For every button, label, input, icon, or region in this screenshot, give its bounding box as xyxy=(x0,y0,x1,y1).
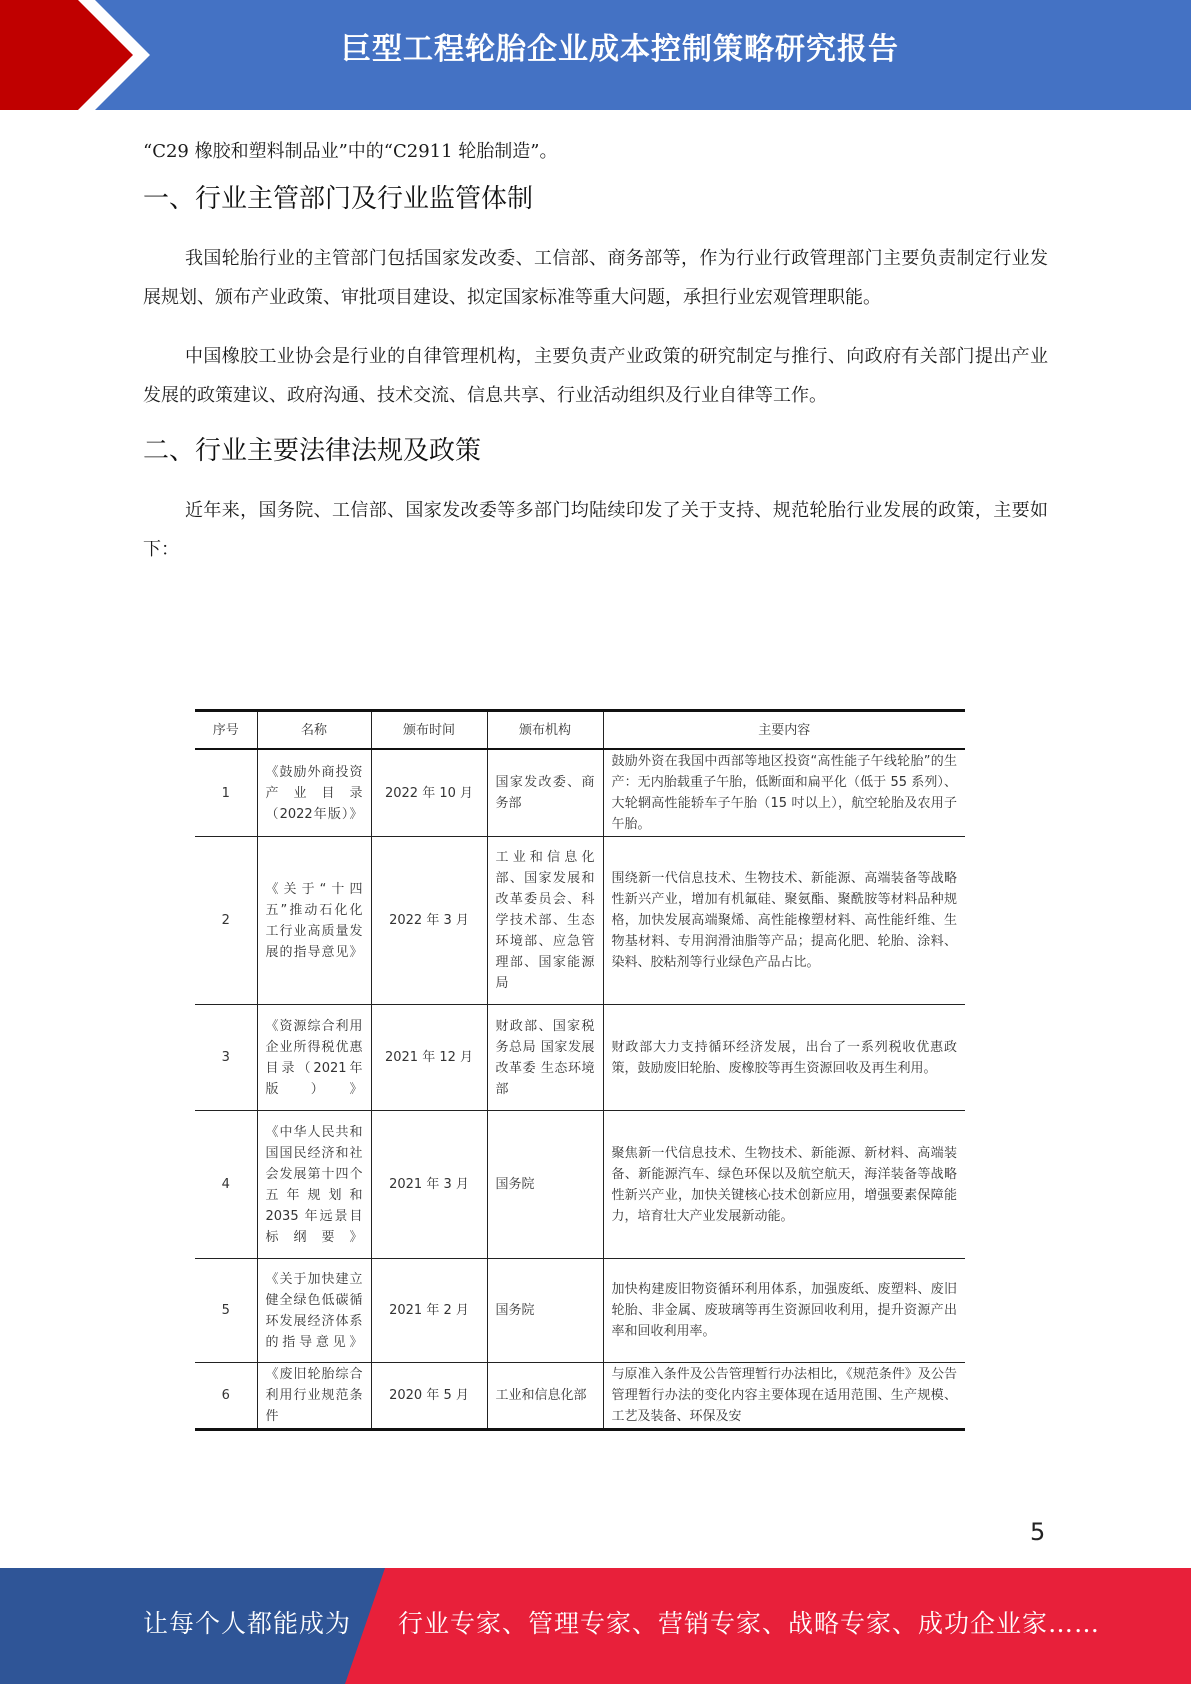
intro-line: “C29 橡胶和塑料制品业”中的“C2911 轮胎制造”。 xyxy=(143,141,558,162)
cell-content: 聚焦新一代信息技术、生物技术、新能源、新材料、高端装备、新能源汽车、绿色环保以及航空航天，海洋装备等战略性新兴产业，加快关键核心技术创新应用，增强要素保障能力，培育壮大产业发展新动能。 xyxy=(603,1111,965,1259)
cell-date: 2021 年 3 月 xyxy=(371,1111,487,1259)
cell-content: 围绕新一代信息技术、生物技术、新能源、高端装备等战略性新兴产业，增加有机氟硅、聚氨酯、聚酰胺等材料品种规格，加快发展高端聚烯、高性能橡塑材料、高性能纤维、生物基材料、专用润滑油脂等产品；提高化肥、轮胎、涂料、染料、胶粘剂等行业绿色产品占比。 xyxy=(603,837,965,1005)
cell-date: 2022 年 10 月 xyxy=(371,749,487,837)
cell-name: 《中华人民共和国国民经济和社会发展第十四个五年规划和2035 年远景目标纲要》 xyxy=(257,1111,371,1259)
page-header xyxy=(0,0,1191,110)
cell-date: 2021 年 2 月 xyxy=(371,1259,487,1363)
table-row xyxy=(195,1363,965,1430)
page-footer xyxy=(0,1568,1191,1684)
cell-name: 《废旧轮胎综合利用行业规范条件 xyxy=(257,1363,371,1430)
cell-content: 加快构建废旧物资循环利用体系，加强废纸、废塑料、废旧轮胎、非金属、废玻璃等再生资源回收利用，提升资源产出率和回收利用率。 xyxy=(603,1259,965,1363)
section-heading-2: 二、行业主要法律法规及政策 xyxy=(143,436,482,466)
cell-name: 《关于“十四五”推动石化化工行业高质量发展的指导意见》 xyxy=(257,837,371,1005)
cell-no: 5 xyxy=(195,1259,257,1363)
table-row xyxy=(195,749,965,837)
cell-date: 2022 年 3 月 xyxy=(371,837,487,1005)
cell-no: 2 xyxy=(195,837,257,1005)
col-header-org: 颁布机构 xyxy=(487,711,603,750)
cell-content: 与原准入条件及公告管理暂行办法相比，《规范条件》及公告管理暂行办法的变化内容主要体现在适用范围、生产规模、工艺及装备、环保及安 xyxy=(603,1363,965,1430)
table-row xyxy=(195,1005,965,1111)
cell-content: 鼓励外资在我国中西部等地区投资“高性能子午线轮胎”的生产：无内胎载重子午胎，低断面和扁平化（低于 55 系列）、大轮辋高性能轿车子午胎（15 吋以上），航空轮胎及农用子午胎。 xyxy=(603,749,965,837)
cell-date: 2020 年 5 月 xyxy=(371,1363,487,1430)
col-header-date: 颁布时间 xyxy=(371,711,487,750)
main-content xyxy=(143,132,1048,569)
report-title: 巨型工程轮胎企业成本控制策略研究报告 xyxy=(341,32,899,67)
section-heading-1: 一、行业主管部门及行业监管体制 xyxy=(143,184,534,214)
cell-org: 国家发改委、商务部 xyxy=(487,749,603,837)
section2-paragraph-1: 近年来，国务院、工信部、国家发改委等多部门均陆续印发了关于支持、规范轮胎行业发展的政策，主要如下： xyxy=(143,500,1048,560)
cell-name: 《鼓励外商投资产业目录（2022年版）》 xyxy=(257,749,371,837)
cell-date: 2021 年 12 月 xyxy=(371,1005,487,1111)
cell-no: 3 xyxy=(195,1005,257,1111)
cell-org: 工业和信息化部 xyxy=(487,1363,603,1430)
cell-org: 工业和信息化部、国家发展和改革委员会、科学技术部、生态环境部、应急管理部、国家能源局 xyxy=(487,837,603,1005)
col-header-no: 序号 xyxy=(195,711,257,750)
cell-content: 财政部大力支持循环经济发展，出台了一系列税收优惠政策，鼓励废旧轮胎、废橡胶等再生资源回收及再生利用。 xyxy=(603,1005,965,1111)
cell-org: 国务院 xyxy=(487,1111,603,1259)
col-header-name: 名称 xyxy=(257,711,371,750)
section1-paragraph-2: 中国橡胶工业协会是行业的自律管理机构，主要负责产业政策的研究制定与推行、向政府有关部门提出产业发展的政策建议、政府沟通、技术交流、信息共享、行业活动组织及行业自律等工作。 xyxy=(143,346,1048,406)
table-header-row xyxy=(195,711,965,750)
cell-no: 1 xyxy=(195,749,257,837)
table-row xyxy=(195,1259,965,1363)
col-header-content: 主要内容 xyxy=(603,711,965,750)
cell-no: 4 xyxy=(195,1111,257,1259)
footer-slogan-right: 行业专家、管理专家、营销专家、战略专家、成功企业家…… xyxy=(398,1609,1101,1638)
footer-slogan-left: 让每个人都能成为 xyxy=(143,1609,352,1638)
cell-org: 财政部、国家税务总局 国家发展改革委 生态环境部 xyxy=(487,1005,603,1111)
cell-name: 《关于加快建立健全绿色低碳循环发展经济体系的指导意见》 xyxy=(257,1259,371,1363)
table-row xyxy=(195,1111,965,1259)
cell-name: 《资源综合利用企业所得税优惠目录（2021年版）》 xyxy=(257,1005,371,1111)
policy-table xyxy=(195,709,965,1431)
cell-org: 国务院 xyxy=(487,1259,603,1363)
cell-no: 6 xyxy=(195,1363,257,1430)
section1-paragraph-1: 我国轮胎行业的主管部门包括国家发改委、工信部、商务部等，作为行业行政管理部门主要负责制定行业发展规划、颁布产业政策、审批项目建设、拟定国家标准等重大问题，承担行业宏观管理职能。 xyxy=(143,248,1048,308)
page-number: 5 xyxy=(1030,1518,1046,1546)
table-row xyxy=(195,837,965,1005)
